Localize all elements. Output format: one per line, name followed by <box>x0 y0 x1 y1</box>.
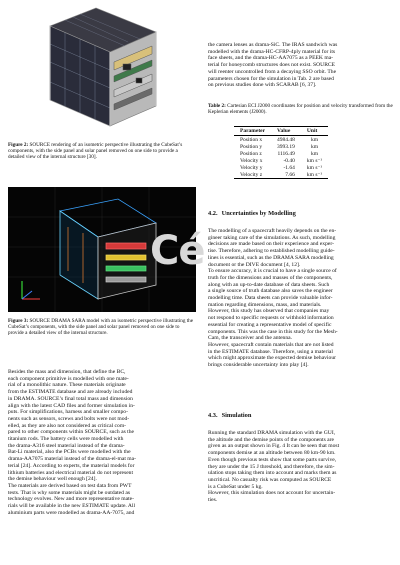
section-number: 4.2. <box>208 210 218 217</box>
line: Bat-Li material, also the PCBs were modelled with the <box>8 449 131 456</box>
table-cell: km s⁻¹ <box>301 171 328 179</box>
table-cell: Position x <box>240 136 263 143</box>
section-4-3-heading <box>208 412 251 419</box>
line: from the ESTIMATE database and are already included <box>8 389 133 396</box>
table-row <box>234 143 328 150</box>
line: Besides the mass and dimension, that define the BC, <box>8 369 126 375</box>
figure2-cubesat-render <box>28 4 178 144</box>
line: face sheets, and the drama-HC-AA7075 as a PEEK ma- <box>208 55 334 62</box>
line: truth for the dimensions and masses of the components, <box>208 274 333 281</box>
line: tests. That is why some materials might be outdated as <box>8 489 131 496</box>
line: a single source of truth database also saves the engineer <box>208 288 333 295</box>
line: aluminium parts were modelled as drama-AA-7075, and <box>8 509 135 516</box>
line: tise. Therefore, adhering to established modelling guide- <box>208 248 335 255</box>
line: nents such as sensors, screws and bolts were not mod- <box>8 415 130 422</box>
section-title: Uncertainties by Modelling <box>221 210 296 217</box>
line: Cam, the transceiver and the antenna. <box>208 335 293 342</box>
line: Even though previous tests show that some parts survive, <box>208 456 337 463</box>
table-cell: km s⁻¹ <box>306 157 323 164</box>
section-4-2-heading <box>208 210 296 217</box>
table-cell: 4984.48 <box>277 136 295 143</box>
line: given as an output shown in Fig. 4 It can be seen that most <box>208 443 340 450</box>
line: uncritical. No casualty risk was computed as SOURCE <box>208 476 332 483</box>
line: align with the latest CAD files and former simulation in- <box>8 402 135 409</box>
right-top-text <box>208 42 393 89</box>
table-row <box>234 136 328 144</box>
line: rials will be available in the new ESTIMATE update. All <box>8 503 136 510</box>
table-cell: Position z <box>240 150 262 157</box>
line: technology evolves. New and more representative mate- <box>8 496 134 503</box>
line: the camera lenses as drama-SiC. The IRAS sandwich was <box>208 42 338 48</box>
section-4-2-text <box>208 228 393 369</box>
section-title: Simulation <box>221 412 252 419</box>
line: rial of a monolithic nature. These materials originate <box>8 382 126 389</box>
table-cell: 3993.19 <box>277 143 295 150</box>
line: mation regarding dimensions, mass, and materials. <box>208 301 322 308</box>
table-cell: 1116.49 <box>277 150 295 157</box>
table-header-row <box>234 127 328 136</box>
line: terial for honeycomb structures does not exist. SOURCE <box>208 62 336 69</box>
table2 <box>234 126 328 179</box>
table2-caption-label: Table 2: <box>208 103 226 109</box>
line: the drama-A316 steel material instead of the drama- <box>8 442 125 449</box>
figure2-caption-label: Figure 2: <box>8 142 29 148</box>
line: However, this study has observed that companies may <box>208 308 330 315</box>
line: each component primitive is modelled with one mate- <box>8 375 129 382</box>
line: is a CubeSat under 5 kg. <box>208 483 263 490</box>
table-cell: Velocity z <box>234 171 271 179</box>
figure3-caption-label: Figure 3: <box>8 318 29 324</box>
line: To ensure accuracy, it is crucial to have a single source of <box>208 268 337 275</box>
section-number: 4.3. <box>208 412 218 419</box>
section-4-3-text <box>208 430 393 504</box>
figure2-caption-text: SOURCE rendering of an isometric perspective illustrating the CubeSat’s components, with the side panel and solar panel removed on one side to provide a detailed view of the internal structure [30]. <box>8 142 183 161</box>
line: in DRAMA. SOURCE’s final total mass and dimension <box>8 395 133 402</box>
table-cell: km s⁻¹ <box>306 164 323 171</box>
table2-caption-text: Cartesian ECI J2000 coordinates for position and velocity transformed from the Keplerian elements (J2000). <box>208 103 393 116</box>
table-cell: km <box>310 136 318 143</box>
line: components demise at an altitude between 80 km-90 km. <box>208 450 336 457</box>
table-row <box>234 157 328 164</box>
line: components. This was the case in this study for the Mesh- <box>208 328 338 335</box>
left-body-text <box>8 369 196 516</box>
line: However, this simulation does not account for uncertain- <box>208 490 336 497</box>
table-cell: Position y <box>240 143 263 150</box>
line: pared to other components within SOURCE, such as the <box>8 429 134 436</box>
line: the demise behaviour well enough [24]. <box>8 476 97 483</box>
line: the altitude and the demise points of the components are <box>208 436 334 443</box>
table-header-value: Value <box>271 127 301 136</box>
line: will reenter uncontrolled from a decaying SSO orbit. The <box>208 68 337 75</box>
line: ulation stops taking them into account and marks them as <box>208 470 337 477</box>
line: on previous studies done with SCARAB [6, 37]. <box>208 82 317 89</box>
line: Running the standard DRAMA simulation with the GUI, <box>208 430 336 436</box>
line: in the ESTIMATE database. Therefore, using a material <box>208 348 333 355</box>
table2-caption <box>208 103 393 115</box>
table-cell: Velocity x <box>240 157 263 164</box>
line: elled, as they are also not considered as critical com- <box>8 422 127 429</box>
line: which might approximate the expected demise behaviour <box>208 355 336 362</box>
line: lithium batteries and electrical material do not represent <box>8 469 134 476</box>
line: puts. For simplifications, harness and smaller compo- <box>8 409 128 416</box>
line: they are under the 15 J threshold, and therefore, the sim- <box>208 463 335 470</box>
table-row <box>234 150 328 157</box>
line: not respond to specific requests or withhold information <box>208 315 334 322</box>
line: essential for creating a representative model of specific <box>208 321 332 328</box>
watermark: Cé <box>150 228 205 274</box>
line: along with an up-to-date database of data sheets. Such <box>208 281 330 288</box>
line: The modelling of a spacecraft heavily depends on the en- <box>208 228 337 234</box>
line: decisions are made based on their experience and exper- <box>208 241 334 248</box>
table-row <box>234 164 328 171</box>
line: parameters chosen for the simulation in Tab. 2 are based <box>208 75 334 82</box>
table-header-unit: Unit <box>301 127 328 136</box>
line: terial [24]. According to experts, the material models for <box>8 462 135 469</box>
table-cell: km <box>310 143 318 150</box>
table-header-parameter: Parameter <box>234 127 271 136</box>
table-cell: -1.64 <box>283 164 295 171</box>
line: The materials are derived based on test data from PWT <box>8 482 132 489</box>
table-cell: km <box>310 150 318 157</box>
table-cell: Velocity y <box>240 164 263 171</box>
line: modelling time. Data sheets can provide valuable infor- <box>208 295 333 302</box>
line: ties. <box>208 497 218 504</box>
table-cell: -0.40 <box>283 157 295 164</box>
figure3-caption-text: SOURCE DRAMA SARA model with an isometric perspective illustrating the CubeSat’s components, with the side panel and solar panel removed on one side to provide a detailed view of the internal structure. <box>8 318 194 337</box>
figure3-caption <box>8 318 194 337</box>
line: document or the DIVE document [4, 12]. <box>208 261 301 268</box>
line: modelled with the drama-HC-CFRP-4ply material for its <box>208 48 336 55</box>
table-row <box>234 171 328 179</box>
line: drama-AA7075 material instead of the drama-el-mat ma- <box>8 456 136 463</box>
line: titanium rods. The battery cells were modelled with <box>8 436 124 443</box>
figure2-caption <box>8 142 194 161</box>
line: brings considerable uncertainty into play [4]. <box>208 362 309 369</box>
line: lines is essential, such as the DRAMA SARA modelling <box>208 254 334 261</box>
table-cell: 7.66 <box>271 171 301 179</box>
line: gineer taking care of the simulations. As such, modelling <box>208 234 336 241</box>
line: However, spacecraft contain materials that are not listed <box>208 341 334 348</box>
